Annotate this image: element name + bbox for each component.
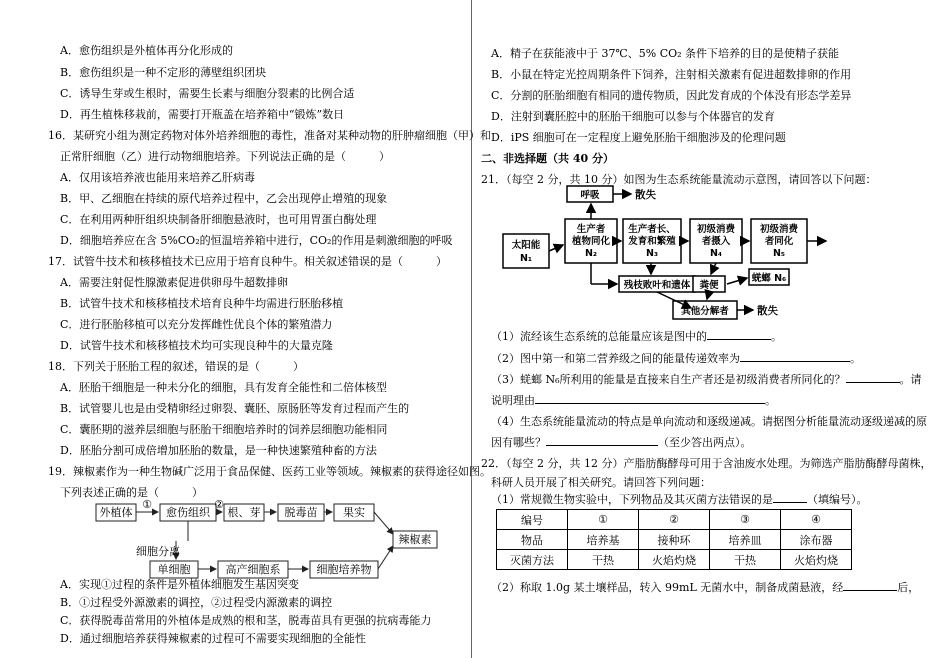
label-dissipate-1: 散失: [635, 189, 656, 201]
q20-option-d2: D．iPS 细胞可在一定程度上避免胚胎干细胞涉及的伦理问题: [491, 131, 786, 144]
q22-stem-1: 22．（每空 2 分，共 12 分）产脂肪酶酵母可用于含油废水处理。为筛选产脂肪酶酵母菌株，: [481, 457, 932, 470]
label-primary-assim-1: 初级消费: [759, 224, 799, 235]
table-cell: ②: [639, 510, 710, 530]
q15-option-d: D．再生植株移栽前，需要打开瓶盖在培养箱中“锻炼”数日: [60, 108, 345, 121]
q16-option-a: A．仅用该培养液也能用来培养乙肝病毒: [60, 171, 255, 184]
label-producer-growth-3: N₃: [645, 248, 659, 259]
capsaicin-pathway-diagram: [48, 0, 472, 658]
table-cell: 干热: [710, 550, 781, 570]
q22-sub2: （2）称取 1.0g 某土壤样品，转入 99mL 无菌水中，制备成菌悬液，经 后，: [491, 581, 920, 594]
answer-blank-q21-1[interactable]: [707, 339, 771, 340]
q21-sub3b: 说明理由 。: [491, 394, 776, 407]
q16-option-d: D．细胞培养应在含 5%CO₂的恒温培养箱中进行，CO₂的作用是刺激细胞的呼吸: [60, 234, 453, 247]
q18-option-a: A．胚胎干细胞是一种未分化的细胞，具有发育全能性和二倍体核型: [60, 381, 387, 394]
q21-sub3a: （3）蜣螂 N₆所利用的能量是直接来自生产者还是初级消费者所同化的？ 。请: [491, 373, 922, 386]
q21-sub1: （1）流经该生态系统的总能量应该是图中的 。: [491, 330, 782, 343]
label-explant: 外植体: [99, 506, 133, 519]
label-feces: 粪便: [699, 280, 719, 291]
q20-option-d1: D．注射到囊胚腔中的胚胎干细胞可以参与个体器官的发育: [491, 110, 775, 123]
q18-option-d: D．胚胎分割可成倍增加胚胎的数量，是一种快速繁殖种畜的方法: [60, 444, 377, 457]
label-dungbeetle: 蜣螂 N₆: [751, 273, 787, 284]
q19-option-b: B．①过程受外源激素的调控，②过程受内源激素的调控: [60, 596, 333, 609]
table-row: [497, 530, 852, 550]
label-producer-assim-2: 植物同化: [571, 236, 611, 247]
label-respiration: 呼吸: [580, 190, 600, 201]
table-cell: 接种环: [639, 530, 710, 550]
q17-option-c: C．进行胚胎移植可以充分发挥雌性优良个体的繁殖潜力: [60, 318, 333, 331]
table-row: [497, 550, 852, 570]
table-cell: 火焰灼烧: [639, 550, 710, 570]
q15-option-b: B．愈伤组织是一种不定形的薄壁组织团块: [60, 66, 267, 79]
q17-stem: 17．试管牛技术和核移植技术已应用于培育良种牛。相关叙述错误的是（ ）: [48, 255, 447, 268]
label-single-cell: 单细胞: [157, 563, 191, 576]
q17-option-a: A．需要注射促性腺激素促进供卵母牛超数排卵: [60, 276, 288, 289]
q16-stem-1: 16．某研究小组为测定药物对体外培养细胞的毒性，准备对某种动物的肝肿瘤细胞（甲）和: [48, 129, 491, 142]
label-primary-assim-3: N₅: [772, 248, 786, 259]
q18-stem: 18．下列关于胚胎工程的叙述，错误的是（ ）: [48, 360, 304, 373]
sterilization-table: [496, 509, 852, 570]
label-virus-free: 脱毒苗: [284, 506, 318, 519]
q18-option-b: B．试管婴儿也是由受精卵经过卵裂、囊胚、原肠胚等发育过程而产生的: [60, 402, 410, 415]
label-callus: 愈伤组织: [166, 506, 210, 519]
label-fruit: 果实: [343, 506, 365, 519]
table-cell: 培养基: [568, 530, 639, 550]
answer-blank-q22-1[interactable]: [773, 502, 807, 503]
q19-option-d: D．通过细胞培养获得辣椒素的过程可不需要实现细胞的全能性: [60, 632, 366, 645]
q18-option-c: C．囊胚期的滋养层细胞与胚胎干细胞培养时的饲养层细胞功能相同: [60, 423, 388, 436]
table-cell: 涂布器: [781, 530, 852, 550]
q19-stem-2: 下列表述正确的是（ ）: [60, 486, 203, 499]
table-cell: ①: [568, 510, 639, 530]
label-primary-intake-2: 者摄入: [701, 236, 731, 247]
table-cell: 培养皿: [710, 530, 781, 550]
q16-stem-2: 正常肝细胞（乙）进行动物细胞培养。下列说法正确的是（ ）: [60, 150, 390, 163]
label-sun-1: 太阳能: [511, 240, 541, 251]
label-producer-growth-2: 发育和繁殖: [628, 236, 676, 247]
table-cell: 灭菌方法: [497, 550, 568, 570]
label-cell-culture: 细胞培养物: [316, 563, 372, 576]
label-residue: 残枝败叶和遗体: [623, 280, 691, 291]
answer-blank-q21-2[interactable]: [740, 361, 850, 362]
q21-stem: 21．（每空 2 分，共 10 分）如图为生态系统能量流动示意图，请回答以下问题：: [481, 173, 877, 186]
energy-flow-diagram: [481, 0, 913, 330]
label-primary-intake-3: N₄: [709, 248, 723, 259]
q19-option-c: C．获得脱毒苗常用的外植体是成熟的根和茎，脱毒苗具有更强的抗病毒能力: [60, 614, 432, 627]
q19-option-a: A．实现①过程的条件是外植体细胞发生基因突变: [60, 578, 299, 591]
answer-blank-q21-3-reason[interactable]: [535, 403, 765, 404]
label-producer-assim-1: 生产者: [576, 224, 606, 235]
label-sun-2: N₁: [519, 253, 533, 264]
q21-sub4b: 因有哪些？ （至少答出两点）。: [491, 436, 752, 449]
label-capsaicin: 辣椒素: [398, 533, 432, 546]
answer-blank-q22-2[interactable]: [843, 590, 897, 591]
label-decomposer: 其他分解者: [681, 306, 729, 317]
answer-blank-q21-4[interactable]: [546, 445, 658, 446]
answer-blank-q21-3[interactable]: [846, 382, 900, 383]
label-step-2: ②: [214, 498, 224, 511]
q20-option-c: C．分割的胚胎细胞有相同的遗传物质，因此发育成的个体没有形态学差异: [491, 89, 852, 102]
table-cell: 编号: [497, 510, 568, 530]
q19-stem-1: 19．辣椒素作为一种生物碱广泛用于食品保健、医药工业等领域。辣椒素的获得途径如图。: [48, 465, 491, 478]
table-cell: ③: [710, 510, 781, 530]
label-producer-assim-3: N₂: [584, 248, 598, 259]
label-step-1: ①: [142, 498, 152, 511]
q22-sub1: （1）常规微生物实验中，下列物品及其灭菌方法错误的是 （填编号）。: [491, 493, 868, 506]
q22-stem-2: 科研人员开展了相关研究。请回答下列问题：: [491, 476, 711, 489]
table-cell: 干热: [568, 550, 639, 570]
label-primary-intake-1: 初级消费: [696, 224, 736, 235]
q17-option-d: D．试管牛技术和核移植技术均可实现良种牛的大量克隆: [60, 339, 333, 352]
q16-option-c: C．在利用两种肝组织块制备肝细胞悬液时，也可用胃蛋白酶处理: [60, 213, 377, 226]
q20-option-a: A．精子在获能液中于 37℃、5% CO₂ 条件下培养的目的是使精子获能: [491, 47, 840, 60]
q21-sub4a: （4）生态系统能量流动的特点是单向流动和逐级递减。请据图分析能量流动逐级递减的原: [491, 415, 927, 428]
label-root-shoot: 根、芽: [227, 506, 261, 519]
table-cell: 火焰灼烧: [781, 550, 852, 570]
q15-option-c: C．诱导生芽或生根时，需要生长素与细胞分裂素的比例合适: [60, 87, 355, 100]
label-primary-assim-2: 者同化: [764, 236, 794, 247]
table-row: [497, 510, 852, 530]
label-high-yield: 高产细胞系: [225, 563, 281, 576]
q16-option-b: B．甲、乙细胞在持续的原代培养过程中，乙会出现停止增殖的现象: [60, 192, 388, 205]
label-producer-growth-1: 生产者长、: [628, 224, 676, 235]
label-dispersion: 细胞分离: [136, 545, 180, 558]
q17-option-b: B．试管牛技术和核移植技术培育良种牛均需进行胚胎移植: [60, 297, 344, 310]
table-cell: 物品: [497, 530, 568, 550]
table-cell: ④: [781, 510, 852, 530]
q21-sub2: （2）图中第一和第二营养级之间的能量传递效率为 。: [491, 352, 861, 365]
label-dissipate-2: 散失: [757, 305, 778, 317]
q15-option-a: A．愈伤组织是外植体再分化形成的: [60, 44, 233, 57]
section-heading: 二、非选择题（共 40 分）: [481, 152, 614, 165]
q20-option-b: B．小鼠在特定光控周期条件下饲养，注射相关激素有促进超数排卵的作用: [491, 68, 852, 81]
